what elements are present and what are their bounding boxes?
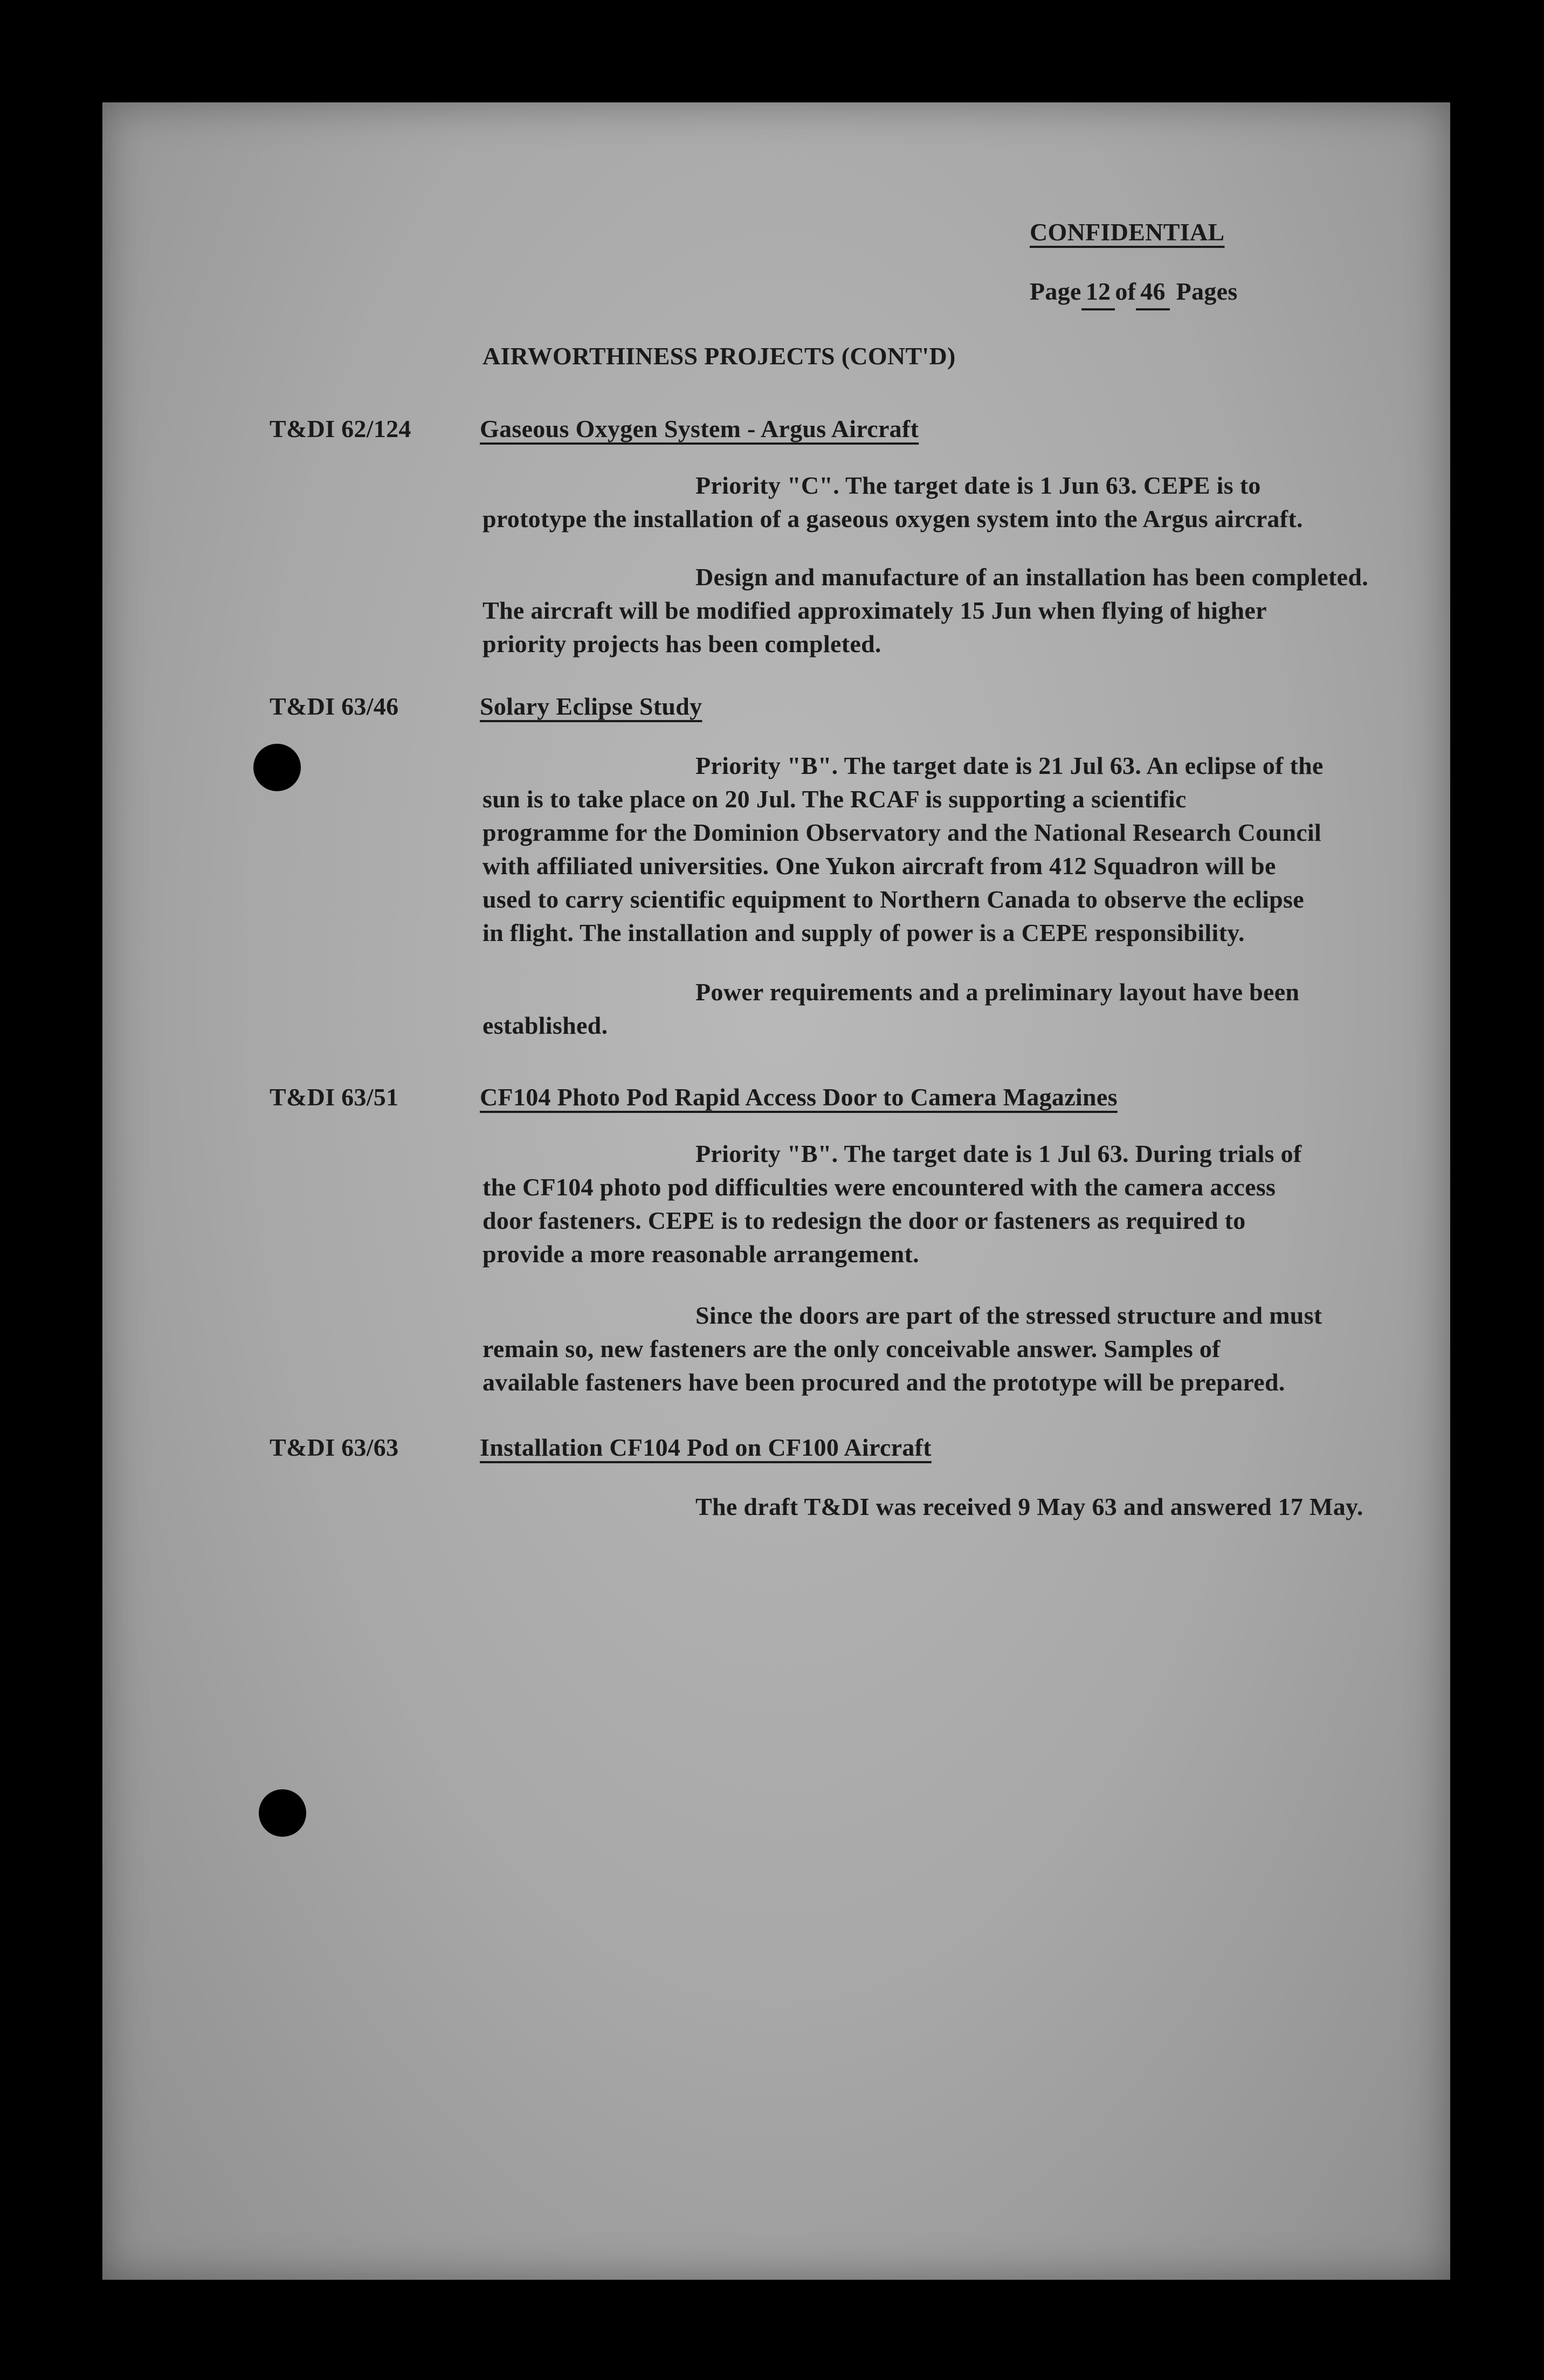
page-of: of (1115, 278, 1136, 305)
entry-ref-4: T&DI 63/63 (270, 1434, 399, 1461)
entry-title-3: CF104 Photo Pod Rapid Access Door to Camera Magazines (480, 1083, 1118, 1111)
entry-title-2: Solary Eclipse Study (480, 693, 702, 720)
classification-marking: CONFIDENTIAL (1030, 218, 1225, 246)
punch-hole-lower (259, 1789, 306, 1837)
entry-ref-2: T&DI 63/46 (270, 693, 399, 720)
entry-ref-1: T&DI 62/124 (270, 415, 411, 442)
entry-2-paragraph-2: Power requirements and a preliminary layout have been established. (482, 978, 1300, 1039)
entry-title-4: Installation CF104 Pod on CF100 Aircraft (480, 1434, 932, 1461)
entry-1-paragraph-2: Design and manufacture of an installation has been completed. The aircraft will be modified approximately 15 Jun when flying of higher priority projects has been completed. (482, 563, 1369, 658)
entry-3-paragraph-2: Since the doors are part of the stressed structure and must remain so, new fasteners are the only conceivable answer. Samples of available fasteners have been procured and the prototype will be prepared. (482, 1302, 1322, 1396)
document-page (102, 102, 1450, 2280)
page-total: 46 (1136, 275, 1170, 310)
section-title: AIRWORTHINESS PROJECTS (CONT'D) (482, 342, 956, 370)
entry-4-paragraph-1: The draft T&DI was received 9 May 63 and answered 17 May. (695, 1493, 1363, 1520)
entry-2-paragraph-1: Priority "B". The target date is 21 Jul 63. An eclipse of the sun is to take place on 20 Jul. The RCAF is supporting a scientific programme for the Dominion Observatory and the National Research Council with affiliated universities. One Yukon aircraft from 412 Squadron will be used to carry scientific equipment to Northern Canada to observe the eclipse in flight. The installation and supply of power is a CEPE responsibility. (482, 752, 1324, 946)
entry-1-paragraph-1: Priority "C". The target date is 1 Jun 63. CEPE is to prototype the installation of a gaseous oxygen system into the Argus aircraft. (482, 472, 1303, 532)
page-number: 12 (1081, 275, 1115, 310)
page-prefix: Page (1030, 278, 1081, 305)
entry-title-1: Gaseous Oxygen System - Argus Aircraft (480, 415, 919, 442)
entry-3-paragraph-1: Priority "B". The target date is 1 Jul 63. During trials of the CF104 photo pod difficulties were encountered with the camera access door fasteners. CEPE is to redesign the door or fasteners as required to provide a more reasonable arrangement. (482, 1140, 1302, 1268)
page-indicator (1030, 275, 1238, 310)
page-suffix: Pages (1176, 278, 1238, 305)
entry-ref-3: T&DI 63/51 (270, 1083, 399, 1111)
